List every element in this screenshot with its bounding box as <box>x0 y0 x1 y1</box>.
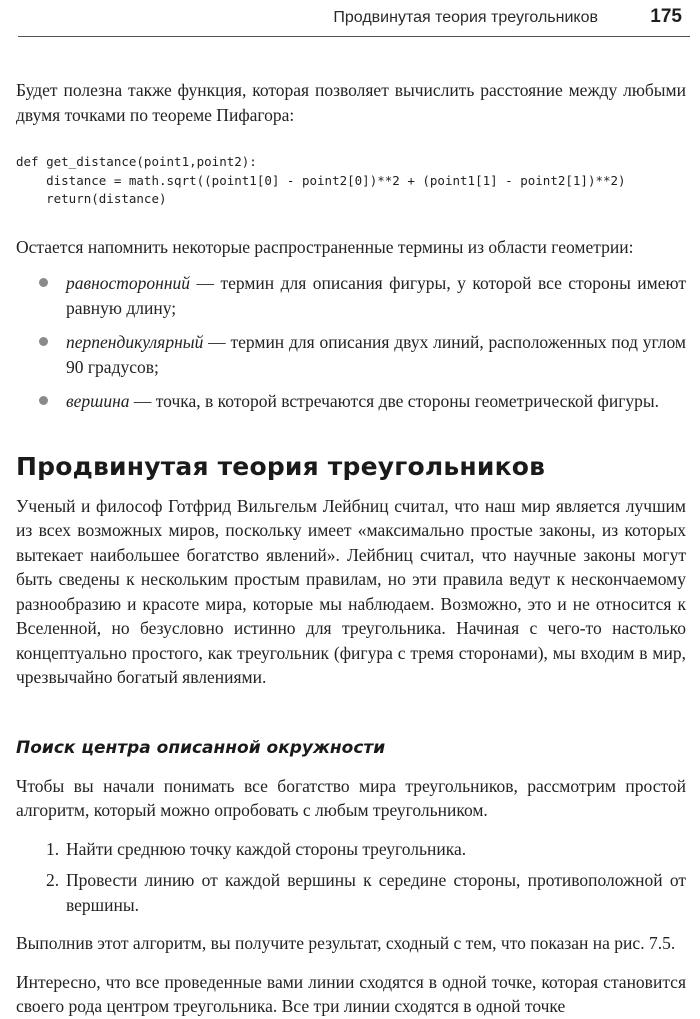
code-listing <box>16 153 686 209</box>
term-word: равносторонний <box>66 273 191 293</box>
intro-paragraph: Будет полезна также функция, которая позволяет вычислить расстояние между любыми двумя точками по теореме Пифагора: <box>16 80 686 125</box>
terms-list <box>16 271 686 414</box>
bullet-icon <box>39 278 48 287</box>
section-paragraph: Ученый и философ Готфрид Вильгельм Лейбниц считал, что наш мир является лучшим из всех возможных миров, поскольку имеет «максимально простые законы, из которых вытекает наибольшее богатство явлений». Лейбниц считал, что научные законы могут быть сведены к нескольким простым правилам, но эти правила ведут к нескончаемому разнообразию и красоте мира, которые мы наблюдаем. Возможно, это и не относится к Вселенной, но безусловно истинно для треугольника. Начиная с чего-то настолько концептуально простого, как треугольник (фигура с тремя сторонами), мы входим в мир, чрезвычайно богатый явлениями. <box>16 495 686 687</box>
step-text: Найти среднюю точку каждой стороны треугольника. <box>66 838 467 859</box>
term-definition: — термин для описания двух линий, расположенных под углом 90 градусов; <box>66 332 686 377</box>
final-paragraph: Интересно, что все проведенные вами линии сходятся в одной точке, которая становится своего рода центром треугольника. Все три линии сходятся в одной точке <box>16 971 686 1016</box>
term-word: вершина <box>66 391 130 411</box>
list-item <box>16 330 686 379</box>
running-header <box>18 0 690 37</box>
code-line-1: def get_distance(point1,point2): <box>16 154 257 169</box>
bullet-icon <box>39 396 48 405</box>
page-content <box>16 78 686 1019</box>
step-number: 1. <box>46 838 60 859</box>
subsection-paragraph: Чтобы вы начали понимать все богатство мира треугольников, рассмотрим простой алгоритм, который можно опробовать с любым треугольником. <box>16 775 686 820</box>
term-definition: — термин для описания фигуры, у которой все стороны имеют равную длину; <box>66 273 686 318</box>
steps-list <box>16 837 686 918</box>
section-heading: Продвинутая теория треугольников <box>16 451 546 481</box>
list-item <box>16 837 686 862</box>
list-item <box>16 389 686 414</box>
terms-intro-paragraph: Остается напомнить некоторые распространенные термины из области геометрии: <box>16 236 634 257</box>
code-line-2: distance = math.sqrt((point1[0] - point2[0])**2 + (point1[1] - point2[1])**2) <box>16 172 626 188</box>
code-line-3: return(distance) <box>16 191 167 206</box>
term-word: перпендикулярный <box>66 332 204 352</box>
subsection-heading: Поиск центра описанной окружности <box>16 737 386 758</box>
step-number: 2. <box>46 870 60 890</box>
bullet-icon <box>39 337 48 346</box>
list-item <box>16 271 686 320</box>
list-item <box>16 868 686 917</box>
running-title: Продвинутая теория треугольников <box>333 9 598 26</box>
term-definition: — точка, в которой встречаются две стороны геометрической фигуры. <box>129 391 660 411</box>
result-paragraph: Выполнив этот алгоритм, вы получите результат, сходный с тем, что показан на рис. 7.5. <box>16 933 676 953</box>
step-text: Провести линию от каждой вершины к середине стороны, противоположной от вершины. <box>66 870 686 915</box>
page-number: 175 <box>650 6 682 27</box>
